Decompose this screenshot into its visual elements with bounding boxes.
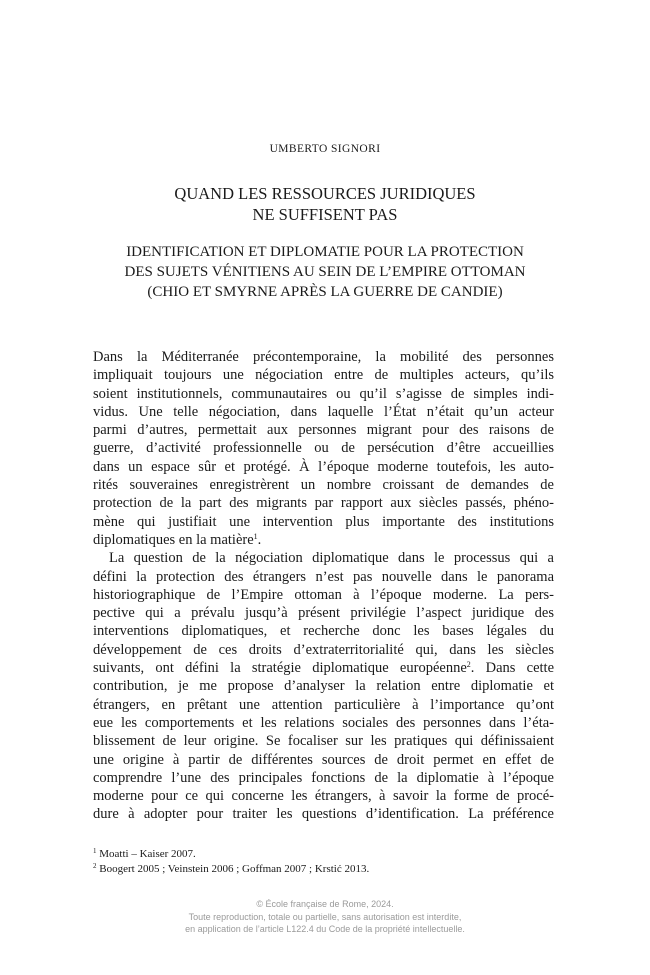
body-line-text: diplomatiques en la matière — [93, 531, 254, 548]
body-line: vidus. Une telle négociation, dans laquelle l’État n’était qu’un acteur — [93, 403, 554, 420]
article-subtitle — [60, 242, 590, 302]
author-name: UMBERTO SIGNORI — [269, 143, 381, 155]
body-text — [93, 348, 554, 824]
copyright-line: en application de l’article L122.4 du Code de la propriété intellectuelle. — [185, 924, 465, 934]
footnote-ref[interactable]: 2 — [466, 660, 471, 670]
title-line: NE SUFFISENT PAS — [252, 205, 398, 224]
copyright-notice — [0, 898, 650, 936]
body-line: guerre, d’activité professionnelle ou de persécution d’être accueillies — [93, 440, 554, 457]
body-line: moderne pour ce qui concerne les étrangers, à savoir la forme de procé- — [93, 788, 554, 805]
body-line: parmi d’autres, permettait aux personnes migrant pour des raisons de — [93, 422, 554, 439]
footnote-number: 2 — [93, 861, 97, 870]
footnote-text: Moatti – Kaiser 2007. — [99, 848, 196, 860]
body-line: contribution, je me propose d’analyser la relation entre diplomatie et — [93, 678, 554, 695]
body-line-text: . — [257, 531, 262, 548]
body-line-text: . Dans cette — [470, 660, 555, 677]
footnote-ref[interactable]: 1 — [253, 531, 258, 541]
body-line — [93, 531, 554, 549]
body-line: dure à adopter pour traiter les questions d’identification. La préférence — [93, 806, 554, 823]
body-line: impliquait toujours une négociation entre de multiples acteurs, qu’ils — [93, 367, 554, 384]
body-line: Dans la Méditerranée précontemporaine, la mobilité des personnes — [93, 349, 554, 365]
body-line: défini la protection des étrangers n’est pas nouvelle dans le panorama — [93, 568, 554, 585]
body-line: mène qui justifiait une intervention plus importante des institutions — [93, 513, 554, 530]
footnote-number: 1 — [93, 847, 97, 855]
footnote-text: Boogert 2005 ; Veinstein 2006 ; Goffman 2007 ; Krstić 2013. — [99, 862, 370, 875]
body-line — [93, 659, 554, 677]
subtitle-line: IDENTIFICATION ET DIPLOMATIE POUR LA PROTECTION — [126, 244, 524, 260]
body-line: dans un espace sûr et protégé. À l’époque moderne toutefois, les auto- — [93, 458, 554, 475]
copyright-line: © École française de Rome, 2024. — [256, 899, 394, 909]
subtitle-line: DES SUJETS VÉNITIENS AU SEIN DE L’EMPIRE OTTOMAN — [124, 264, 526, 280]
copyright-line: Toute reproduction, totale ou partielle, sans autorisation est interdite, — [188, 911, 462, 922]
body-line: protection de la part des migrants par rapport aux siècles passés, phéno- — [93, 495, 554, 512]
body-line-text: suivants, ont défini la stratégie diplomatique européenne — [93, 660, 467, 677]
footnotes — [93, 847, 554, 876]
body-line: eue les comportements et les relations sociales des personnes dans l’éta- — [93, 714, 554, 731]
body-line: blissement de leur origine. Se focaliser sur les pratiques qui définissaient — [93, 733, 554, 750]
body-line: pective qui a prévalu jusqu’à présent privilégie l’aspect juridique des — [93, 605, 554, 622]
body-line: soient institutionnels, communautaires ou qu’il s’agisse de simples indi- — [93, 385, 554, 402]
article-title — [60, 183, 590, 225]
body-line: rités souveraines enregistrèrent un nombre croissant de demandes de — [93, 477, 554, 494]
body-line: une origine à partir de différentes sources de droit permet en effet de — [93, 751, 554, 768]
body-line: La question de la négociation diplomatique dans le processus qui a — [109, 550, 554, 567]
body-line: développement de ces droits d’extraterritorialité qui, dans les siècles — [93, 641, 554, 658]
body-line: étrangers, en prêtant une attention particulière à l’importance qu’ont — [93, 696, 554, 713]
title-line: QUAND LES RESSOURCES JURIDIQUES — [174, 184, 476, 203]
body-line: comprendre l’une des principales fonctions de la diplomatie à l’époque — [93, 769, 554, 786]
footnote — [93, 862, 554, 877]
body-line: historiographique de l’Empire ottoman à l’époque moderne. La pers- — [93, 586, 554, 603]
footnote — [93, 847, 554, 862]
subtitle-line: (CHIO ET SMYRNE APRÈS LA GUERRE DE CANDIE) — [147, 284, 503, 300]
body-line: interventions diplomatiques, et recherche donc les bases légales du — [93, 623, 554, 640]
